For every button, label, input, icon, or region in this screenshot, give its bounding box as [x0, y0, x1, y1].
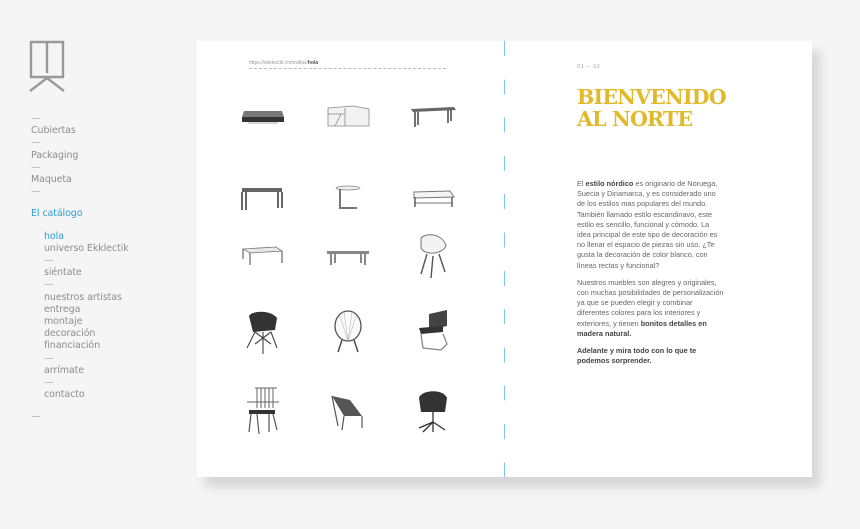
box-table-icon — [323, 100, 373, 132]
separator: — — [31, 186, 41, 198]
sidebar-nav — [31, 113, 129, 424]
long-table-icon — [408, 101, 458, 131]
nav-item-cubiertas[interactable]: Cubiertas — [31, 125, 76, 137]
paragraph-2: Nuestros muebles son alegres y originales, con muchas posibilidades de personalización ya que se pueden elegir y combinar diferentes colores para los interiores y exteriores, y tienen bonitos detalles en madera natural. — [577, 277, 724, 338]
product-cantilever-chair[interactable] — [403, 307, 463, 357]
nav-subitem-contacto[interactable]: contacto — [44, 389, 85, 401]
separator: — — [31, 137, 41, 149]
page-title: BIENVENIDO AL NORTE — [577, 85, 726, 131]
product-swivel-chair[interactable] — [403, 385, 463, 435]
bench-icon — [323, 241, 373, 271]
acapulco-chair-icon — [328, 308, 368, 356]
separator: — — [44, 254, 54, 266]
product-acapulco-chair[interactable] — [318, 307, 378, 357]
catalog-spread — [197, 41, 812, 477]
swivel-chair-icon — [413, 386, 453, 434]
nav-subitem-montaje[interactable]: montaje — [44, 315, 83, 327]
shell-chair-white-icon — [413, 232, 453, 280]
separator: — — [31, 411, 41, 423]
nav-subitem-decoracion[interactable]: decoración — [44, 328, 96, 340]
page-numbers: 01 — 02 — [577, 64, 600, 70]
nav-subitem-universo[interactable]: universo Ekklectik — [44, 242, 129, 254]
product-wire-table[interactable] — [233, 231, 293, 281]
url-divider — [249, 68, 446, 69]
page-fold-guide — [504, 41, 505, 477]
product-windsor-chair[interactable] — [233, 385, 293, 435]
nav-item-packaging[interactable]: Packaging — [31, 149, 79, 161]
desk-table-icon — [238, 182, 288, 214]
paragraph-1: El estilo nórdico es originario de Noruega, Suecia y Dinamarca, y es considerado uno de los estilos mas populares del mundo. También llamado estilo escandinavo, este estilo es sencillo, funcional y cómodo. La idea principal de este tipo de decoración es no llenar el espacio de piezas sin uso. ¿Te gusta la decoración de color blanco, con líneas rectas y funcional? — [577, 179, 718, 270]
separator: — — [31, 113, 41, 124]
low-table-dark-icon — [238, 101, 288, 131]
nav-subitem-financiacion[interactable]: financiación — [44, 340, 101, 352]
nav-subitem-sientate[interactable]: siéntate — [44, 267, 82, 279]
separator: — — [44, 376, 54, 388]
product-desk-table[interactable] — [233, 173, 293, 223]
ekklectik-logo-icon[interactable] — [29, 40, 65, 92]
product-box-table[interactable] — [318, 91, 378, 141]
product-long-table[interactable] — [403, 91, 463, 141]
product-bench[interactable] — [318, 231, 378, 281]
separator: — — [44, 279, 54, 291]
paragraph-3: Adelante y mira todo con lo que te podemos sorprender. — [577, 346, 697, 366]
intro-text — [577, 179, 725, 373]
nav-subitem-entrega[interactable]: entrega — [44, 303, 81, 315]
product-low-table-dark[interactable] — [233, 91, 293, 141]
nav-subitem-artistas[interactable]: nuestros artistas — [44, 291, 122, 303]
windsor-chair-icon — [243, 384, 283, 436]
wire-table-icon — [238, 241, 288, 271]
nav-subitem-arrimate[interactable]: arrímate — [44, 364, 84, 376]
shelf-table-icon — [408, 183, 458, 213]
nav-item-el-catalogo[interactable]: El catálogo — [31, 208, 83, 220]
separator: — — [31, 161, 41, 173]
eiffel-chair-icon — [243, 308, 283, 356]
page-url: https://ekklectik.com/sillas/hola — [249, 60, 319, 66]
product-lounge-chair[interactable] — [318, 385, 378, 435]
nav-subitem-hola[interactable]: hola — [44, 230, 64, 242]
cantilever-chair-icon — [413, 308, 453, 356]
product-shelf-table[interactable] — [403, 173, 463, 223]
separator: — — [44, 352, 54, 364]
product-c-side-table[interactable] — [318, 173, 378, 223]
nav-item-maqueta[interactable]: Maqueta — [31, 173, 72, 185]
lounge-chair-icon — [328, 386, 368, 434]
product-eiffel-chair[interactable] — [233, 307, 293, 357]
product-shell-chair-white[interactable] — [403, 231, 463, 281]
c-side-table-icon — [323, 182, 373, 214]
